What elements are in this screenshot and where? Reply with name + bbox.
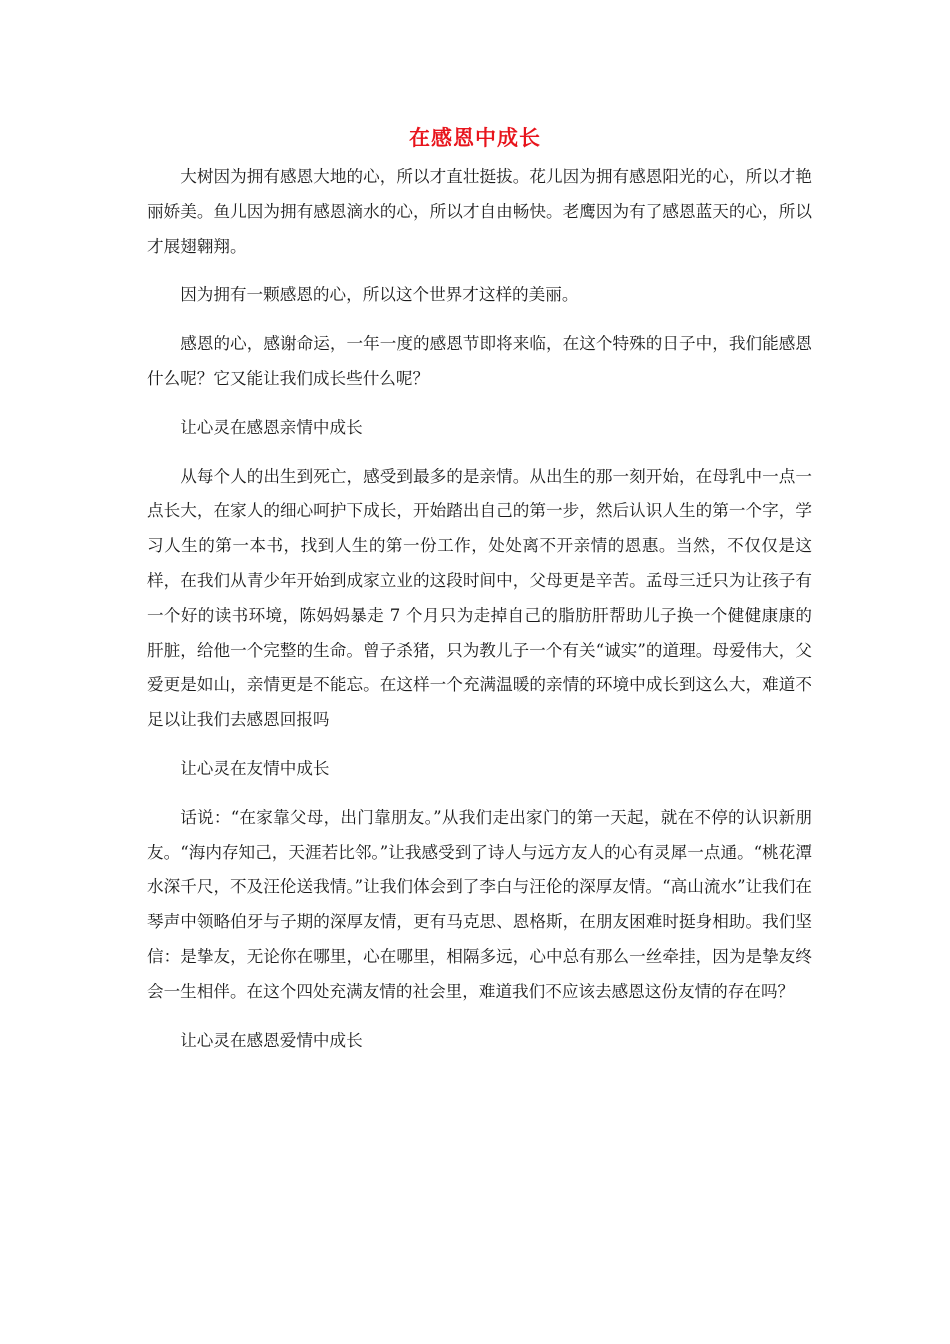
document-title: 在感恩中成长 xyxy=(409,126,541,150)
paragraph-beauty: 因为拥有一颗感恩的心，所以这个世界才这样的美丽。 xyxy=(180,285,579,305)
paragraph-friendship: 话说：“在家靠父母，出门靠朋友。”从我们走出家门的第一天起，就在不停的认识新朋友。“海内存知己，天涯若比邻。”让我感受到了诗人与远方友人的心有灵犀一点通。“桃花潭水深千尺，不及汪伦送我情。”让我们体会到了李白与汪伦的深厚友情。“高山流水”让我们在琴声中领略伯牙与子期的深厚友情，更有马克思、恩格斯，在朋友困难时挺身相助。我们坚信：是挚友，无论你在哪里，心在哪里，相隔多远，心中总有那么一丝牵挂，因为是挚友终会一生相伴。在这个四处充满友情的社会里，难道我们不应该去感恩这份友情的存在吗？ xyxy=(147,807,812,1001)
document-body xyxy=(147,160,812,1072)
paragraph-family: 从每个人的出生到死亡，感受到最多的是亲情。从出生的那一刻开始，在母乳中一点一点长大，在家人的细心呵护下成长，开始踏出自己的第一步，然后认识人生的第一个字，学习人生的第一本书，找到人生的第一份工作，处处离不开亲情的恩惠。当然，不仅仅是这样，在我们从青少年开始到成家立业的这段时间中，父母更是辛苦。孟母三迁只为让孩子有一个好的读书环境，陈妈妈暴走 7 个月只为走掉自己的脂肪肝帮助儿子换一个健健康康的肝脏，给他一个完整的生命。曾子杀猪，只为教儿子一个有关“诚实”的道理。母爱伟大，父爱更是如山，亲情更是不能忘。在这样一个充满温暖的亲情的环境中成长到这么大，难道不足以让我们去感恩回报吗 xyxy=(147,466,812,730)
paragraph-intro: 大树因为拥有感恩大地的心，所以才直壮挺拔。花儿因为拥有感恩阳光的心，所以才艳丽娇美。鱼儿因为拥有感恩滴水的心，所以才自由畅快。老鹰因为有了感恩蓝天的心，所以才展翅翱翔。 xyxy=(147,167,812,256)
section-heading-love: 让心灵在感恩爱情中成长 xyxy=(180,1030,363,1050)
section-heading-friendship: 让心灵在友情中成长 xyxy=(180,758,330,778)
section-heading-family: 让心灵在感恩亲情中成长 xyxy=(180,417,363,437)
paragraph-thanksgiving: 感恩的心，感谢命运，一年一度的感恩节即将来临，在这个特殊的日子中，我们能感恩什么呢？它又能让我们成长些什么呢？ xyxy=(147,334,812,388)
